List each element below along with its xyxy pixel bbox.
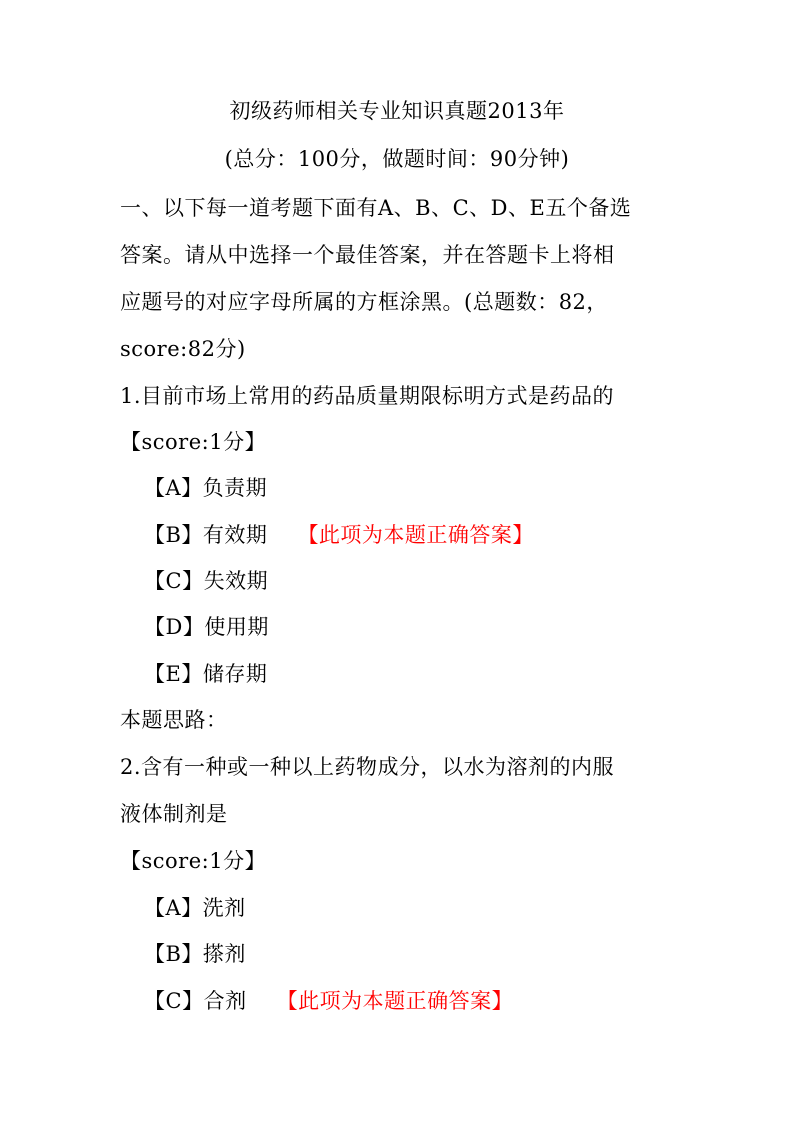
option-a: 【A】负责期 [144,476,268,500]
question-stem: 1.目前市场上常用的药品质量期限标明方式是药品的 [120,384,615,408]
question-stem: 液体制剂是 [120,802,228,826]
section-line: score:82分) [120,337,246,361]
doc-subtitle: (总分：100分，做题时间：90分钟) [224,147,570,171]
question-score: 【score:1分】 [120,849,267,873]
section-line: 答案。请从中选择一个最佳答案，并在答题卡上将相 [120,243,615,267]
explanation-label: 本题思路： [120,708,228,732]
correct-answer-marker: 【此项为本题正确答案】 [276,989,514,1013]
section-line: 一、以下每一道考题下面有A、B、C、D、E五个备选 [120,196,632,220]
section-line: 应题号的对应字母所属的方框涂黑。(总题数：82， [120,290,608,314]
option-b: 【B】搽剂 [144,942,246,966]
option-c: 【C】失效期 [144,569,269,593]
question-score: 【score:1分】 [120,430,267,454]
correct-answer-marker: 【此项为本题正确答案】 [297,523,534,547]
doc-title: 初级药师相关专业知识真题2013年 [229,99,565,123]
option-label: 【C】合剂 [144,989,247,1013]
question-stem: 2.含有一种或一种以上药物成分，以水为溶剂的内服 [120,755,615,779]
option-a: 【A】洗剂 [144,896,246,920]
option-label: 【B】有效期 [144,523,268,547]
option-e: 【E】储存期 [144,662,268,686]
option-d: 【D】使用期 [144,615,269,639]
option-c [144,986,513,1016]
option-b [144,520,534,550]
